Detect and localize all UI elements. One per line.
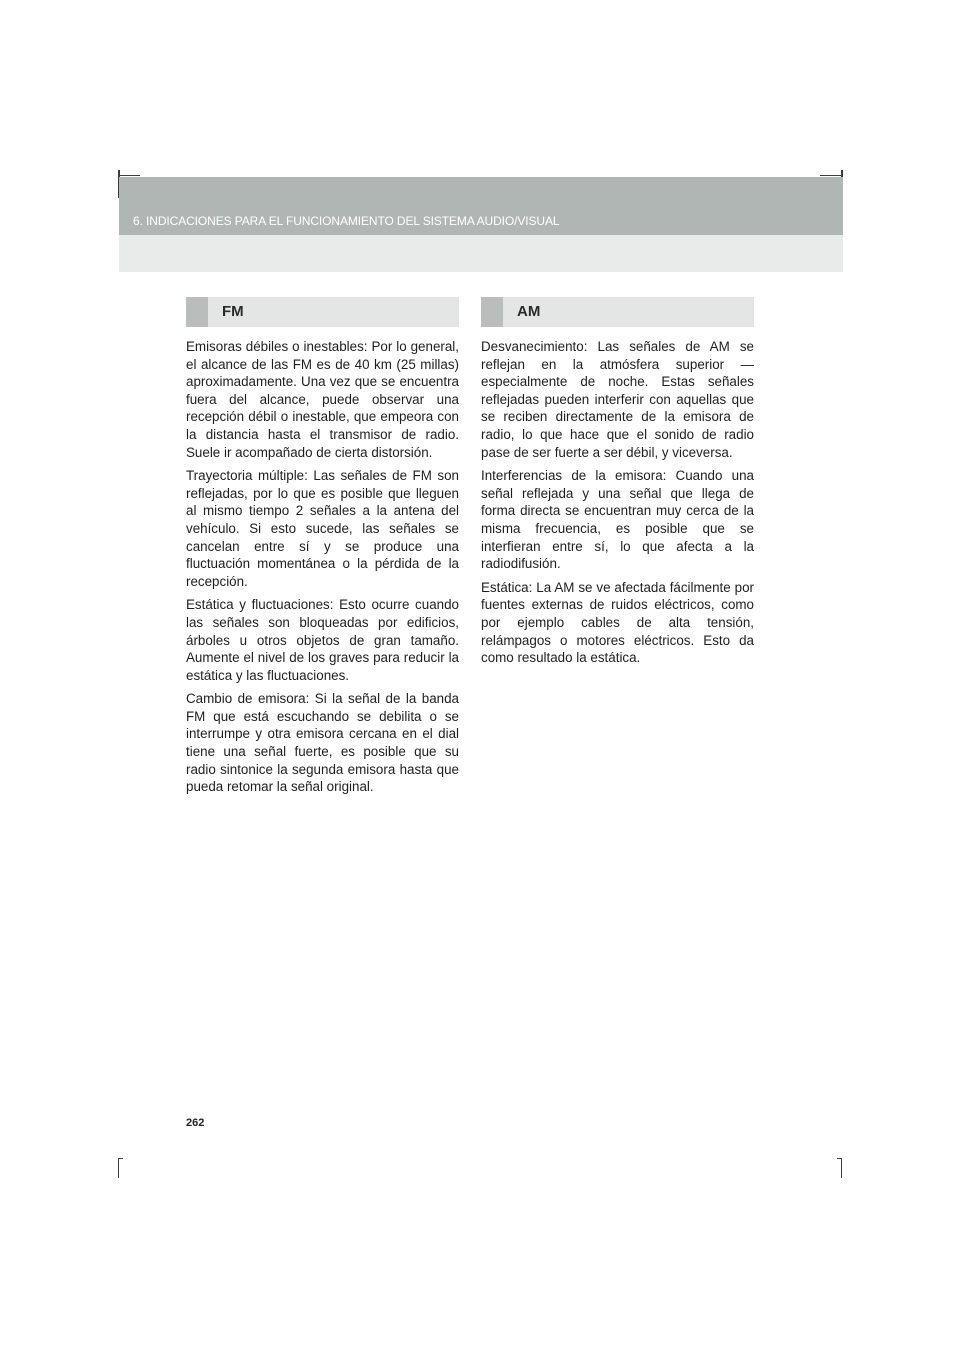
chapter-header-subband [119,235,843,272]
paragraph: Estática y fluctuaciones: Esto ocurre cuando las señales son bloqueadas por edificios, árboles u otros objetos de gran tamaño. Aumente el nivel de los graves para reducir la estática y las fluctuaciones. [186,597,459,683]
crop-mark-bottom-right-tick [837,1158,842,1159]
crop-mark-bottom-left [118,1158,119,1178]
paragraph: Desvanecimiento: Las señales de AM se reflejan en la atmósfera superior — especialmente de noche. Estas señales reflejadas pueden interferir con aquellas que se reciben directamente de la emisora de radio, lo que hace que el sonido de radio pase de ser fuerte a ser débil, y viceversa. [481,339,754,460]
paragraph: Interferencias de la emisora: Cuando una señal reflejada y una señal que llega de forma directa se encuentran muy cerca de la misma frecuencia, es posible que se interfieran entre sí, lo que afecta a la radiodifusión. [481,468,754,572]
paragraph: Cambio de emisora: Si la señal de la banda FM que está escuchando se debilita o se interrumpe y otra emisora cercana en el dial tiene una señal fuerte, es posible que su radio sintonice la segunda emisora hasta que pueda retomar la señal original. [186,691,459,795]
section-heading-tab [481,297,503,327]
section-heading-fm [186,297,459,327]
paragraph: Emisoras débiles o inestables: Por lo general, el alcance de las FM es de 40 km (25 millas) aproximadamente. Una vez que se encuentra fuera del alcance, puede observar una recepción débil o inestable, que empeora con la distancia hasta el transmisor de radio. Suele ir acompañado de cierta distorsión. [186,339,459,460]
crop-mark-top-right-h [820,175,842,176]
fm-column [186,338,459,802]
paragraph: Trayectoria múltiple: Las señales de FM son reflejadas, por lo que es posible que lleguen al mismo tiempo 2 señales a la antena del vehículo. Si esto sucede, las señales se cancelan entre sí y se produce una fluctuación momentánea o la pérdida de la recepción. [186,468,459,589]
section-heading-tab [186,297,208,327]
am-column [481,338,754,673]
section-heading-label: AM [517,303,541,320]
crop-mark-top-left-h [118,175,140,176]
chapter-title: 6. INDICACIONES PARA EL FUNCIONAMIENTO DEL SISTEMA AUDIO/VISUAL [133,214,560,228]
crop-mark-bottom-left-tick [118,1158,123,1159]
crop-mark-bottom-right [841,1158,842,1178]
page-number: 262 [186,1117,205,1129]
section-heading-am [481,297,754,327]
paragraph: Estática: La AM se ve afectada fácilmente por fuentes externas de ruidos eléctricos, como por ejemplo cables de alta tensión, relámpagos o motores eléctricos. Esto da como resultado la estática. [481,579,754,666]
section-heading-label: FM [222,303,244,320]
